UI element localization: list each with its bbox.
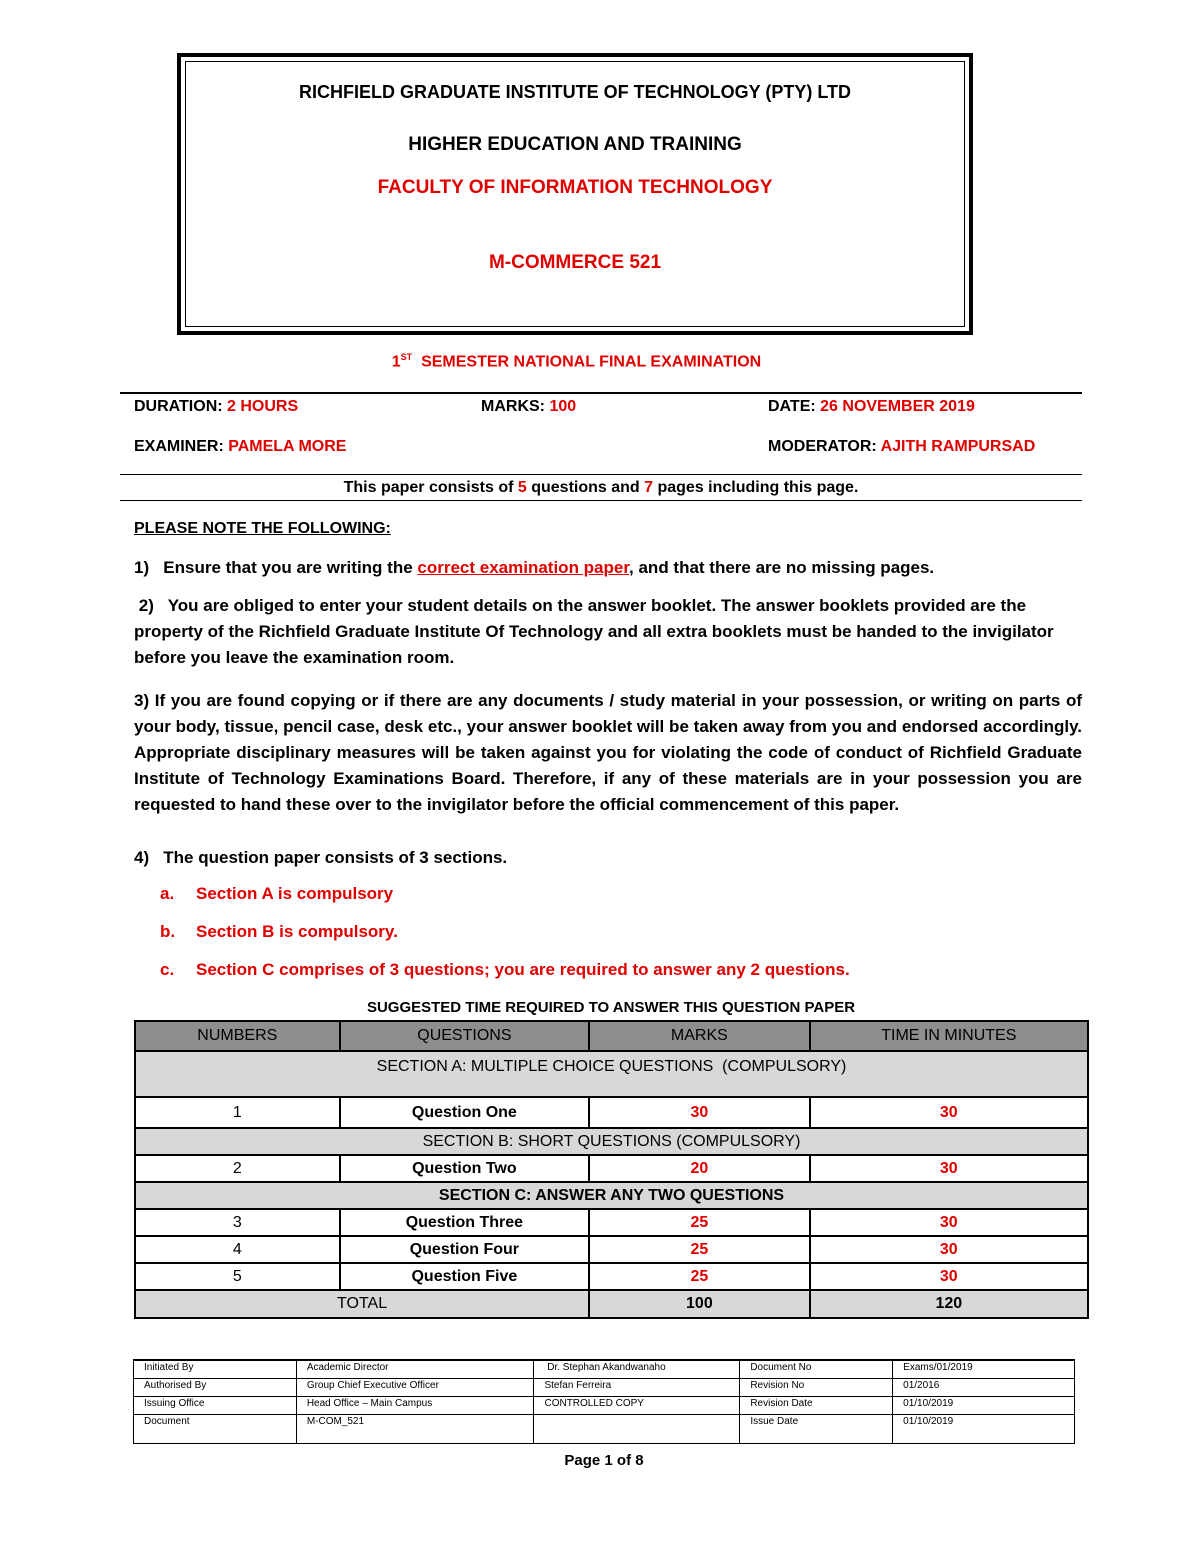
faculty-name: FACULTY OF INFORMATION TECHNOLOGY bbox=[377, 177, 773, 198]
section-c-label: SECTION C: ANSWER ANY TWO QUESTIONS bbox=[135, 1182, 1088, 1209]
exam-title bbox=[0, 352, 1153, 371]
marks-label: MARKS: bbox=[481, 398, 550, 415]
date-value: 26 NOVEMBER 2019 bbox=[820, 398, 975, 415]
doc-cell: Initiated By bbox=[134, 1360, 297, 1379]
time-table bbox=[134, 1020, 1089, 1319]
doc-cell: Dr. Stephan Akandwanaho bbox=[534, 1360, 740, 1379]
total-marks: 100 bbox=[589, 1290, 809, 1318]
section-c-letter: c. bbox=[160, 960, 175, 979]
row-time: 30 bbox=[810, 1209, 1088, 1236]
doc-cell: Document No bbox=[740, 1360, 893, 1379]
note-3: 3) If you are found copying or if there are any documents / study material in your possession, or writing on parts of your body, tissue, pencil case, desk etc., your answer booklet will be taken away from you and endorsed accordingly. Appropriate disciplinary measures will be taken against you for violating the code of conduct of Richfield Graduate Institute of Technology Examinations Board. Therefore, if any of these materials are in your possession you are requested to hand these over to the invigilator before the official commencement of this paper. bbox=[134, 691, 1082, 814]
table-row bbox=[135, 1097, 1088, 1128]
header-numbers: NUMBERS bbox=[135, 1021, 340, 1051]
note-1-text-a: 1) Ensure that you are writing the bbox=[134, 558, 418, 577]
doc-cell: Group Chief Executive Officer bbox=[296, 1379, 534, 1397]
section-a-letter: a. bbox=[160, 884, 175, 903]
row-number: 2 bbox=[135, 1155, 340, 1182]
examiner-field bbox=[134, 438, 346, 456]
doc-cell: Revision Date bbox=[740, 1397, 893, 1415]
moderator-label: MODERATOR: bbox=[768, 438, 881, 455]
table-row bbox=[135, 1263, 1088, 1290]
row-question: Question Four bbox=[340, 1236, 590, 1263]
section-a-row bbox=[135, 1051, 1088, 1097]
divider-bottom bbox=[120, 500, 1082, 501]
row-marks: 25 bbox=[589, 1209, 809, 1236]
consists-text-c: pages including this page. bbox=[653, 479, 859, 496]
paper-consists-line bbox=[120, 479, 1082, 497]
section-c-item bbox=[160, 960, 850, 980]
doc-cell: Authorised By bbox=[134, 1379, 297, 1397]
marks-field bbox=[481, 398, 576, 416]
doc-cell bbox=[534, 1415, 740, 1444]
consists-text-b: questions and bbox=[526, 479, 645, 496]
examiner-label: EXAMINER: bbox=[134, 438, 229, 455]
division-name: HIGHER EDUCATION AND TRAINING bbox=[408, 134, 742, 155]
correct-paper-emphasis: correct examination paper bbox=[417, 558, 630, 577]
document-control-table bbox=[133, 1359, 1075, 1444]
section-a-label: SECTION A: MULTIPLE CHOICE QUESTIONS (COMPULSORY) bbox=[135, 1051, 1088, 1097]
doc-cell: Document bbox=[134, 1415, 297, 1444]
total-row bbox=[135, 1290, 1088, 1318]
row-time: 30 bbox=[810, 1155, 1088, 1182]
row-number: 4 bbox=[135, 1236, 340, 1263]
exam-title-text: SEMESTER NATIONAL FINAL EXAMINATION bbox=[412, 353, 762, 371]
duration-field bbox=[134, 398, 298, 416]
institution-name: RICHFIELD GRADUATE INSTITUTE OF TECHNOLOGY (PTY) LTD bbox=[299, 82, 851, 102]
page-count: 7 bbox=[644, 479, 654, 496]
time-table-caption: SUGGESTED TIME REQUIRED TO ANSWER THIS QUESTION PAPER bbox=[366, 999, 856, 1016]
course-name: M-COMMERCE 521 bbox=[488, 252, 662, 273]
doc-cell: 01/10/2019 bbox=[893, 1397, 1075, 1415]
doc-cell: Exams/01/2019 bbox=[893, 1360, 1075, 1379]
divider-middle bbox=[120, 474, 1082, 475]
header-marks: MARKS bbox=[589, 1021, 809, 1051]
section-b-letter: b. bbox=[160, 922, 176, 941]
doc-row bbox=[134, 1397, 1075, 1415]
row-time: 30 bbox=[810, 1263, 1088, 1290]
exam-title-suffix: ST bbox=[400, 352, 413, 362]
row-marks: 20 bbox=[589, 1155, 809, 1182]
header-time: TIME IN MINUTES bbox=[810, 1021, 1088, 1051]
section-c-text: Section C comprises of 3 questions; you are required to answer any 2 questions. bbox=[196, 960, 850, 979]
row-number: 3 bbox=[135, 1209, 340, 1236]
table-row bbox=[135, 1155, 1088, 1182]
section-b-item bbox=[160, 922, 398, 942]
row-question: Question Two bbox=[340, 1155, 590, 1182]
time-table-header bbox=[135, 1021, 1088, 1051]
exam-title-number: 1 bbox=[391, 353, 401, 371]
date-field bbox=[768, 398, 975, 416]
total-label: TOTAL bbox=[135, 1290, 589, 1318]
doc-cell: Issue Date bbox=[740, 1415, 893, 1444]
consists-text-a: This paper consists of bbox=[343, 479, 518, 496]
examiner-value: PAMELA MORE bbox=[228, 438, 347, 455]
section-c-row bbox=[135, 1182, 1088, 1209]
date-label: DATE: bbox=[768, 398, 821, 415]
section-b-row bbox=[135, 1128, 1088, 1155]
row-time: 30 bbox=[810, 1097, 1088, 1128]
note-4: 4) The question paper consists of 3 sections. bbox=[134, 848, 508, 867]
section-a-item bbox=[160, 884, 393, 904]
total-time: 120 bbox=[810, 1290, 1088, 1318]
section-b-text: Section B is compulsory. bbox=[196, 922, 398, 941]
section-b-label: SECTION B: SHORT QUESTIONS (COMPULSORY) bbox=[135, 1128, 1088, 1155]
question-count: 5 bbox=[517, 479, 527, 496]
note-1 bbox=[134, 555, 1094, 581]
duration-value: 2 HOURS bbox=[227, 398, 299, 415]
header-questions: QUESTIONS bbox=[340, 1021, 590, 1051]
moderator-value: AJITH RAMPURSAD bbox=[880, 438, 1036, 455]
note-1-text-b: , and that there are no missing pages. bbox=[629, 558, 935, 577]
row-question: Question Five bbox=[340, 1263, 590, 1290]
doc-cell: M-COM_521 bbox=[296, 1415, 534, 1444]
doc-cell: Revision No bbox=[740, 1379, 893, 1397]
page-number: Page 1 of 8 bbox=[564, 1452, 644, 1469]
doc-row bbox=[134, 1360, 1075, 1379]
doc-row bbox=[134, 1379, 1075, 1397]
table-row bbox=[135, 1236, 1088, 1263]
moderator-field bbox=[768, 438, 1035, 456]
doc-cell: 01/2016 bbox=[893, 1379, 1075, 1397]
marks-value: 100 bbox=[549, 398, 577, 415]
row-marks: 25 bbox=[589, 1236, 809, 1263]
duration-label: DURATION: bbox=[134, 398, 228, 415]
doc-cell: CONTROLLED COPY bbox=[534, 1397, 740, 1415]
doc-cell: Head Office – Main Campus bbox=[296, 1397, 534, 1415]
table-row bbox=[135, 1209, 1088, 1236]
row-marks: 30 bbox=[589, 1097, 809, 1128]
row-time: 30 bbox=[810, 1236, 1088, 1263]
divider-top bbox=[120, 392, 1082, 394]
notes-title: PLEASE NOTE THE FOLLOWING: bbox=[134, 520, 391, 537]
row-number: 5 bbox=[135, 1263, 340, 1290]
doc-cell: Stefan Ferreira bbox=[534, 1379, 740, 1397]
header-inner-border bbox=[185, 61, 965, 327]
doc-cell: 01/10/2019 bbox=[893, 1415, 1075, 1444]
doc-row bbox=[134, 1415, 1075, 1444]
section-a-text: Section A is compulsory bbox=[196, 884, 394, 903]
row-question: Question Three bbox=[340, 1209, 590, 1236]
row-question: Question One bbox=[340, 1097, 590, 1128]
row-marks: 25 bbox=[589, 1263, 809, 1290]
header-box bbox=[177, 53, 973, 335]
doc-cell: Academic Director bbox=[296, 1360, 534, 1379]
doc-cell: Issuing Office bbox=[134, 1397, 297, 1415]
row-number: 1 bbox=[135, 1097, 340, 1128]
note-2: 2) You are obliged to enter your student details on the answer booklet. The answer booklets provided are the property of the Richfield Graduate Institute Of Technology and all extra booklets must be handed to the invigilator before you leave the examination room. bbox=[134, 596, 1059, 667]
